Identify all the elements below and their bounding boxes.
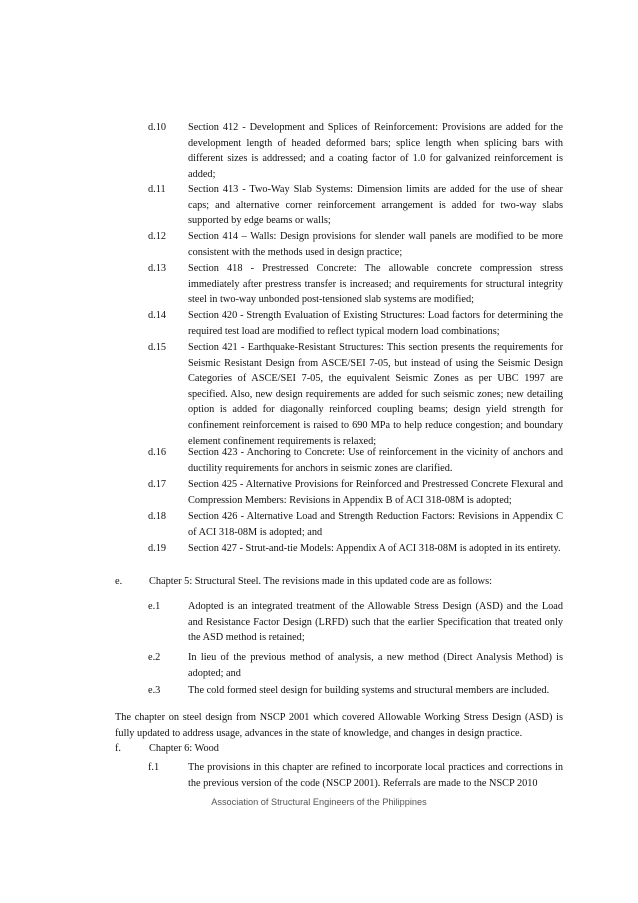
item-text: Section 425 - Alternative Provisions for Reinforced and Prestressed Concrete Flexural and Compression Members: Revisions in Appendix B of ACI 318-08M is adopted;	[188, 479, 563, 506]
list-item-d13	[148, 261, 563, 308]
item-text: Section 420 - Strength Evaluation of Existing Structures: Load factors for determining the required test load are modified to reflect typical modern load combinations;	[188, 310, 563, 337]
item-label: d.18	[148, 511, 167, 522]
item-label: d.12	[148, 231, 167, 242]
page-footer: Association of Structural Engineers of the Philippines	[211, 797, 427, 807]
list-item-d14	[148, 308, 563, 339]
item-text: Section 413 - Two-Way Slab Systems: Dimension limits are added for the use of shear caps; and alternative corner reinforcement arrangement is added for two-way slabs supported by edge beams or walls;	[188, 184, 563, 227]
list-item-d18	[148, 509, 563, 540]
item-label: d.10	[148, 122, 167, 133]
section-heading-f	[115, 741, 563, 757]
item-label: d.11	[148, 184, 166, 195]
item-label: e.1	[148, 601, 161, 612]
section-label: e.	[115, 576, 123, 587]
list-item-d11	[148, 182, 563, 229]
list-item-e1	[148, 599, 563, 646]
item-text: Section 421 - Earthquake-Resistant Structures: This section presents the requirements for Seismic Resistant Design from ASCE/SEI 7-05, but instead of using the Seismic Design Categories of ASCE/SEI 7-05, the equivalent Seismic Zones as per UBC 1997 are specified. Also, new design requirements are added for such seismic zones; new detailing option is added for diagonally reinforced coupling beams; design yield strength for confinement reinforcement is raised to 690 MPa to help reduce congestion; and boundary element confinement requirements is relaxed;	[188, 342, 563, 447]
item-text: Section 414 – Walls: Design provisions for slender wall panels are modified to be more consistent with the methods used in design practice;	[188, 231, 563, 258]
item-text: The cold formed steel design for building systems and structural members are included.	[188, 685, 550, 696]
item-label: e.2	[148, 652, 161, 663]
item-label: d.15	[148, 342, 167, 353]
item-text: Section 427 - Strut-and-tie Models: Appendix A of ACI 318-08M is adopted in its entirety.	[188, 543, 561, 554]
item-label: d.13	[148, 263, 167, 274]
list-item-e3	[148, 683, 563, 699]
item-label: d.17	[148, 479, 167, 490]
item-text: Section 423 - Anchoring to Concrete: Use of reinforcement in the vicinity of anchors and ductility requirements for anchors in seismic zones are clarified.	[188, 447, 563, 474]
list-item-d19	[148, 541, 563, 557]
section-heading-e	[115, 574, 563, 590]
item-text: The provisions in this chapter are refined to incorporate local practices and corrections in the previous version of the code (NSCP 2001). Referrals are made to the NSCP 2010	[188, 762, 563, 789]
item-text: In lieu of the previous method of analysis, a new method (Direct Analysis Method) is adopted; and	[188, 652, 563, 679]
section-text: Chapter 6: Wood	[149, 743, 219, 754]
list-item-d10	[148, 120, 563, 182]
list-item-d16	[148, 445, 563, 476]
item-label: d.16	[148, 447, 167, 458]
list-item-d12	[148, 229, 563, 260]
list-item-d15	[148, 340, 563, 449]
item-text: Section 412 - Development and Splices of Reinforcement: Provisions are added for the development length of headed deformed bars; splice length when splicing bars with different sizes is addressed; and a coating factor of 1.0 for galvanized reinforcement is added;	[188, 122, 563, 180]
item-label: f.1	[148, 762, 160, 773]
item-label: d.14	[148, 310, 167, 321]
list-item-d17	[148, 477, 563, 508]
section-text: Chapter 5: Structural Steel. The revisions made in this updated code are as follows:	[149, 576, 492, 587]
body-paragraph: The chapter on steel design from NSCP 2001 which covered Allowable Working Stress Design (ASD) is fully updated to address usage, advances in the state of knowledge, and changes in design practice.	[115, 712, 563, 739]
section-label: f.	[115, 743, 122, 754]
list-item-f1	[148, 760, 563, 791]
item-text: Adopted is an integrated treatment of the Allowable Stress Design (ASD) and the Load and Resistance Factor Design (LRFD) such that the earlier Specification that treated only the ASD method is retained;	[188, 601, 563, 644]
list-item-e2	[148, 650, 563, 681]
item-text: Section 418 - Prestressed Concrete: The allowable concrete compression stress immediately after prestress transfer is increased; and requirements for structural integrity steel in two-way unbonded post-tensioned slab systems are modified;	[188, 263, 563, 306]
item-label: d.19	[148, 543, 167, 554]
item-label: e.3	[148, 685, 161, 696]
item-text: Section 426 - Alternative Load and Strength Reduction Factors: Revisions in Appendix C of ACI 318-08M is adopted; and	[188, 511, 563, 538]
